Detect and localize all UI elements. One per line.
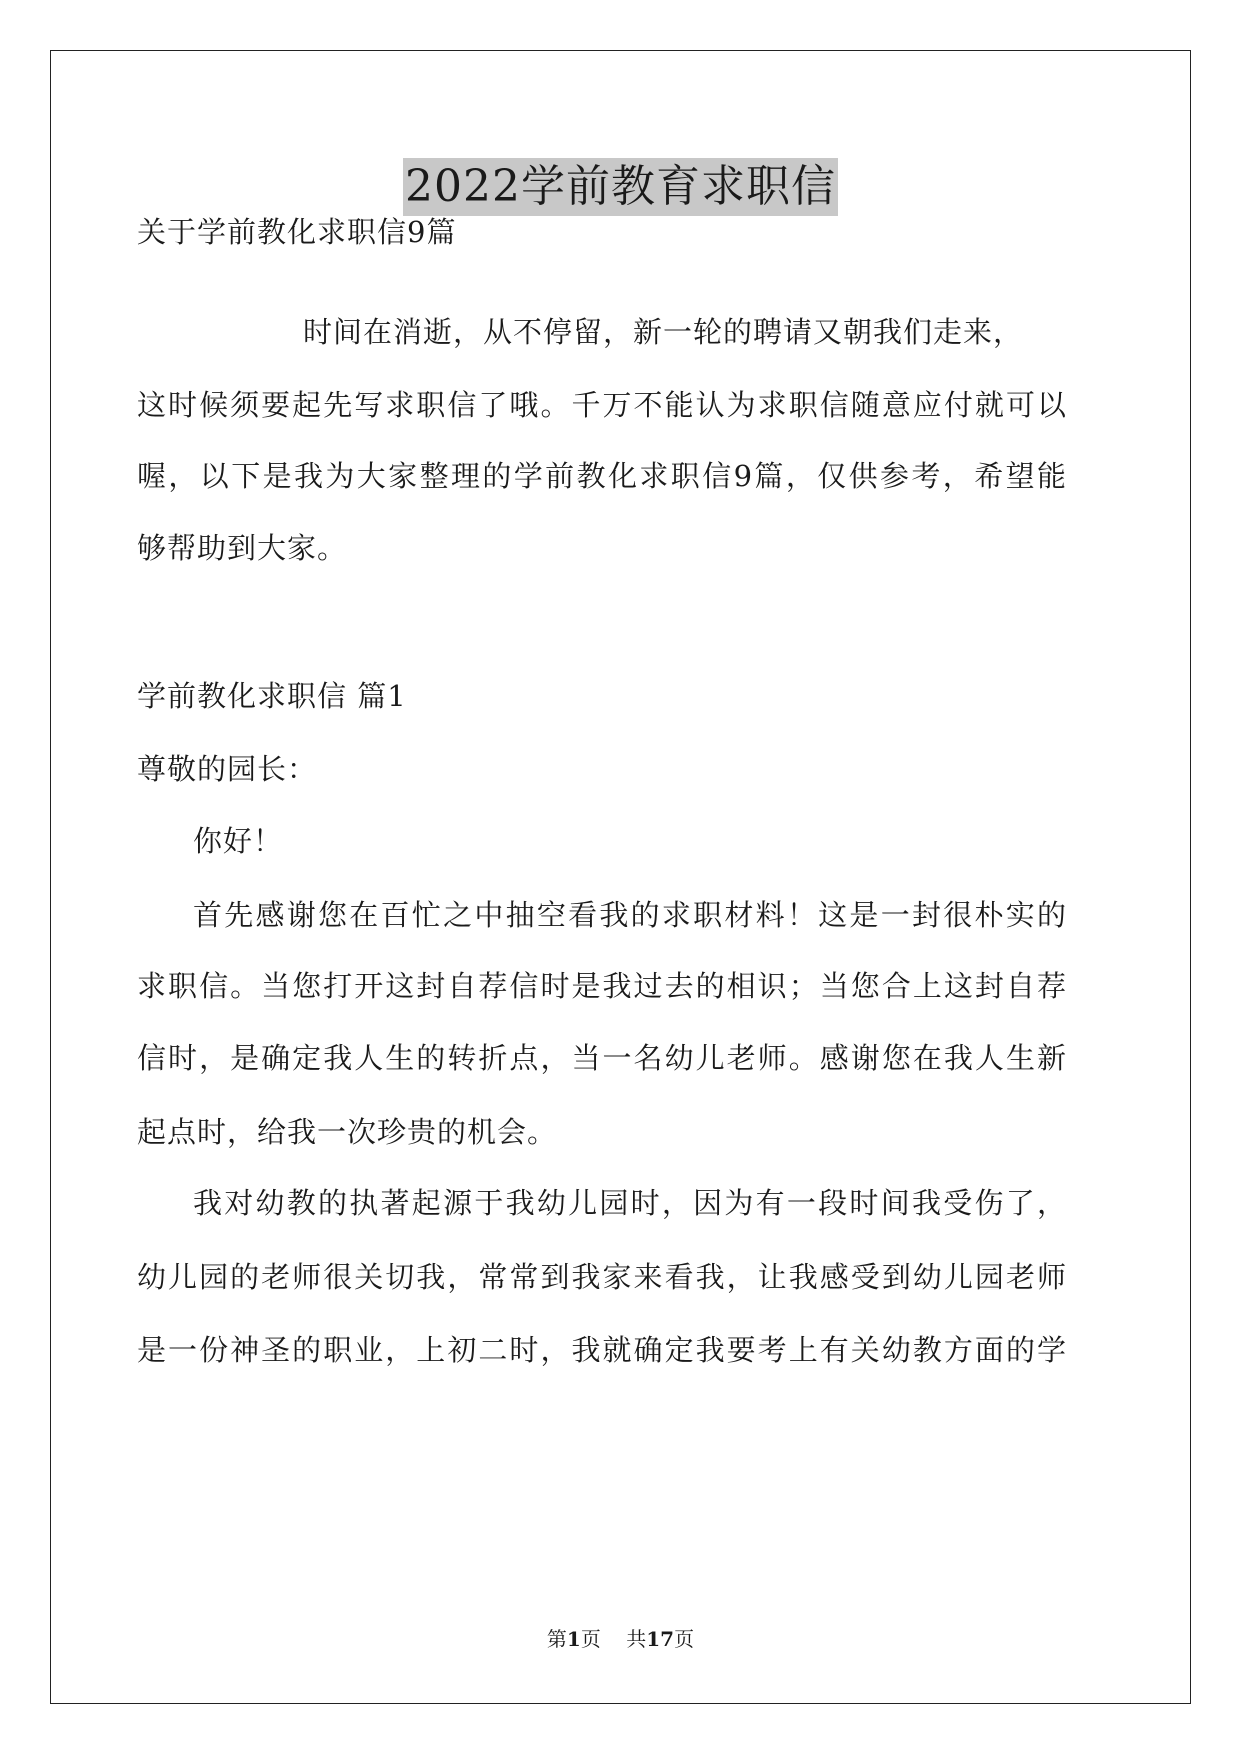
footer-page-prefix: 第 — [546, 1627, 567, 1651]
section-heading: 学前教化求职信 篇1 — [137, 679, 407, 713]
paragraph2-line-3: 是一份神圣的职业，上初二时，我就确定我要考上有关幼教方面的学 — [137, 1333, 1067, 1367]
paragraph1-line-2: 求职信。当您打开这封自荐信时是我过去的相识；当您合上这封自荐 — [137, 969, 1067, 1003]
page-footer — [0, 1626, 1241, 1652]
intro-line-1: 时间在消逝，从不停留，新一轮的聘请又朝我们走来， — [303, 315, 1024, 349]
paragraph2-line-1: 我对幼教的执著起源于我幼儿园时，因为有一段时间我受伤了， — [193, 1186, 1067, 1220]
paragraph1-line-1: 首先感谢您在百忙之中抽空看我的求职材料！这是一封很朴实的 — [193, 898, 1067, 932]
document-subtitle: 关于学前教化求职信9篇 — [137, 215, 457, 249]
paragraph2-line-2: 幼儿园的老师很关切我，常常到我家来看我，让我感受到幼儿园老师 — [137, 1260, 1067, 1294]
intro-line-4: 够帮助到大家。 — [137, 531, 348, 565]
footer-total-suffix: 页 — [674, 1627, 695, 1651]
title-container — [0, 158, 1241, 216]
page-border — [50, 50, 1191, 1704]
intro-line-2: 这时候须要起先写求职信了哦。千万不能认为求职信随意应付就可以 — [137, 388, 1067, 422]
salutation: 尊敬的园长： — [137, 752, 318, 786]
footer-page-suffix: 页 — [580, 1627, 601, 1651]
paragraph1-line-4: 起点时，给我一次珍贵的机会。 — [137, 1115, 558, 1149]
footer-page-number: 1 — [566, 1627, 581, 1651]
greeting: 你好！ — [193, 824, 284, 858]
intro-line-3: 喔，以下是我为大家整理的学前教化求职信9篇，仅供参考，希望能 — [137, 459, 1067, 493]
paragraph1-line-3: 信时，是确定我人生的转折点，当一名幼儿老师。感谢您在我人生新 — [137, 1041, 1067, 1075]
footer-total-pages: 17 — [646, 1627, 675, 1651]
document-title: 2022学前教育求职信 — [403, 158, 838, 216]
footer-total-prefix: 共 — [626, 1627, 647, 1651]
